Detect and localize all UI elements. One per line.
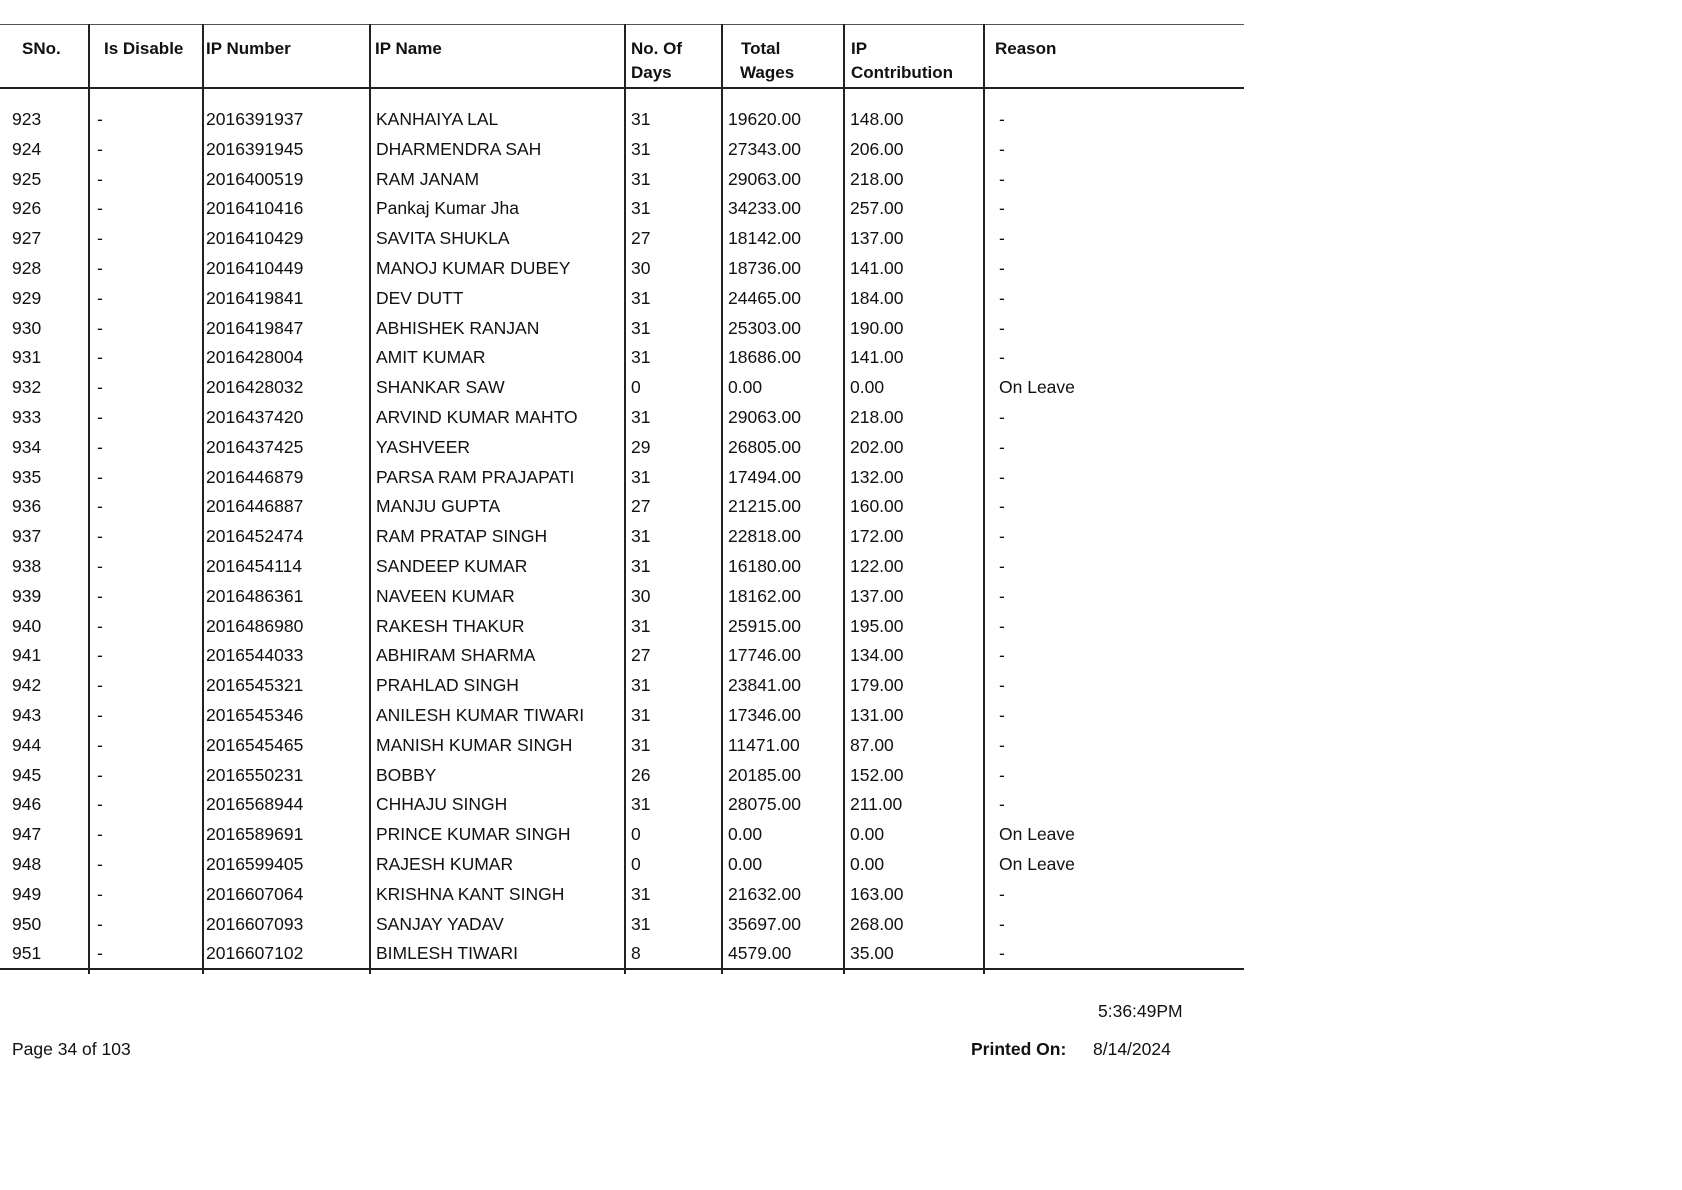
cell-ip-name: DEV DUTT: [376, 287, 464, 308]
cell-reason: On Leave: [999, 824, 1075, 845]
cell-ip-name: Pankaj Kumar Jha: [376, 198, 519, 219]
col-header-is-disable: Is Disable: [104, 39, 184, 58]
cell-ip-contribution: 134.00: [850, 645, 904, 666]
cell-reason: -: [999, 287, 1005, 308]
cell-ip-contribution: 0.00: [850, 377, 885, 398]
cell-total-wages: 29063.00: [728, 168, 801, 189]
cell-ip-contribution: 141.00: [850, 347, 904, 368]
cell-is-disable: -: [97, 138, 103, 159]
cell-ip-contribution: 257.00: [850, 198, 904, 219]
cell-days: 27: [631, 645, 651, 666]
cell-ip-contribution: 211.00: [850, 794, 903, 815]
cell-reason: -: [999, 794, 1005, 815]
cell-ip-name: ABHIRAM SHARMA: [376, 645, 536, 666]
cell-reason: -: [999, 138, 1005, 159]
cell-days: 31: [631, 287, 651, 308]
cell-days: 29: [631, 436, 651, 457]
cell-total-wages: 29063.00: [728, 406, 801, 427]
col-header-ip-number: IP Number: [206, 39, 291, 58]
cell-ip-name: DHARMENDRA SAH: [376, 138, 542, 159]
cell-ip-name: ABHISHEK RANJAN: [376, 317, 540, 338]
cell-ip-contribution: 152.00: [850, 764, 904, 785]
column-divider: [88, 24, 90, 974]
cell-days: 30: [631, 585, 651, 606]
table-row: [0, 641, 1244, 671]
cell-ip-name: KANHAIYA LAL: [376, 109, 499, 129]
table-row: [0, 910, 1244, 940]
table-row: [0, 314, 1244, 344]
cell-is-disable: -: [97, 794, 103, 815]
table-row: [0, 761, 1244, 791]
cell-reason: -: [999, 675, 1005, 696]
cell-ip-name: SANDEEP KUMAR: [376, 555, 528, 576]
cell-ip-name: SAVITA SHUKLA: [376, 228, 510, 249]
page-number: Page 34 of 103: [12, 1039, 131, 1059]
cell-total-wages: 34233.00: [728, 198, 801, 219]
cell-is-disable: -: [97, 913, 103, 934]
cell-ip-contribution: 163.00: [850, 883, 904, 904]
cell-is-disable: -: [97, 615, 103, 636]
cell-sno: 939: [12, 585, 42, 606]
table-header: [0, 24, 1244, 89]
cell-ip-contribution: 184.00: [850, 287, 904, 308]
cell-ip-name: PRAHLAD SINGH: [376, 675, 519, 696]
col-header-sno: SNo.: [22, 39, 61, 58]
cell-reason: -: [999, 257, 1005, 278]
cell-ip-number: 2016437425: [206, 436, 304, 457]
cell-reason: -: [999, 109, 1005, 129]
cell-days: 31: [631, 526, 651, 547]
cell-ip-contribution: 206.00: [850, 138, 904, 159]
cell-ip-name: KRISHNA KANT SINGH: [376, 883, 565, 904]
col-header-wages-line1: Total: [741, 39, 781, 58]
cell-days: 31: [631, 198, 651, 219]
table-row: [0, 105, 1244, 135]
cell-reason: -: [999, 555, 1005, 576]
cell-reason: -: [999, 943, 1005, 964]
cell-days: 31: [631, 615, 651, 636]
cell-reason: -: [999, 913, 1005, 934]
table-row: [0, 165, 1244, 195]
table-row: [0, 403, 1244, 433]
cell-total-wages: 18736.00: [728, 257, 801, 278]
cell-days: 31: [631, 704, 651, 725]
table-row: [0, 790, 1244, 820]
table-row: [0, 880, 1244, 910]
table-row: [0, 939, 1244, 969]
cell-ip-name: RAM JANAM: [376, 168, 480, 189]
cell-total-wages: 28075.00: [728, 794, 801, 815]
column-divider: [843, 24, 845, 974]
cell-ip-contribution: 87.00: [850, 734, 894, 755]
cell-ip-number: 2016400519: [206, 168, 304, 189]
cell-reason: -: [999, 317, 1005, 338]
cell-sno: 941: [12, 645, 42, 666]
cell-ip-contribution: 148.00: [850, 109, 904, 129]
table-row: [0, 671, 1244, 701]
cell-ip-name: CHHAJU SINGH: [376, 794, 508, 815]
table-row: [0, 194, 1244, 224]
cell-is-disable: -: [97, 555, 103, 576]
cell-days: 0: [631, 824, 641, 845]
table-row: [0, 284, 1244, 314]
cell-is-disable: -: [97, 496, 103, 517]
cell-reason: -: [999, 198, 1005, 219]
cell-is-disable: -: [97, 287, 103, 308]
cell-ip-contribution: 195.00: [850, 615, 904, 636]
table-row: [0, 343, 1244, 373]
table-row: [0, 731, 1244, 761]
cell-total-wages: 25303.00: [728, 317, 801, 338]
cell-ip-number: 2016486361: [206, 585, 304, 606]
cell-reason: -: [999, 436, 1005, 457]
cell-ip-name: SHANKAR SAW: [376, 377, 505, 398]
table-row: [0, 492, 1244, 522]
col-header-contribution-line2: Contribution: [851, 63, 953, 82]
contribution-report: [0, 24, 1244, 980]
table-row: [0, 433, 1244, 463]
cell-reason: -: [999, 347, 1005, 368]
cell-is-disable: -: [97, 704, 103, 725]
cell-total-wages: 23841.00: [728, 675, 801, 696]
cell-total-wages: 24465.00: [728, 287, 801, 308]
cell-is-disable: -: [97, 466, 103, 487]
cell-days: 31: [631, 466, 651, 487]
column-divider: [369, 24, 371, 974]
cell-days: 26: [631, 764, 651, 785]
cell-ip-contribution: 0.00: [850, 853, 885, 874]
cell-ip-number: 2016544033: [206, 645, 304, 666]
cell-reason: -: [999, 466, 1005, 487]
cell-total-wages: 25915.00: [728, 615, 801, 636]
cell-ip-contribution: 137.00: [850, 228, 904, 249]
cell-is-disable: -: [97, 824, 103, 845]
cell-ip-name: AMIT KUMAR: [376, 347, 486, 368]
cell-sno: 928: [12, 257, 42, 278]
cell-ip-number: 2016486980: [206, 615, 304, 636]
cell-total-wages: 21215.00: [728, 496, 801, 517]
cell-ip-number: 2016589691: [206, 824, 304, 845]
cell-total-wages: 11471.00: [728, 734, 800, 755]
table-row: [0, 612, 1244, 642]
cell-sno: 924: [12, 138, 42, 159]
cell-ip-contribution: 218.00: [850, 406, 904, 427]
cell-is-disable: -: [97, 645, 103, 666]
table-row: [0, 850, 1244, 880]
table-row: [0, 701, 1244, 731]
cell-total-wages: 18142.00: [728, 228, 801, 249]
cell-sno: 938: [12, 555, 42, 576]
cell-total-wages: 0.00: [728, 853, 763, 874]
cell-ip-contribution: 172.00: [850, 526, 904, 547]
print-time: 5:36:49PM: [1098, 1001, 1183, 1021]
cell-days: 0: [631, 377, 641, 398]
cell-ip-number: 2016391937: [206, 109, 304, 129]
cell-sno: 942: [12, 675, 42, 696]
column-divider: [983, 24, 985, 974]
cell-reason: -: [999, 764, 1005, 785]
cell-ip-contribution: 268.00: [850, 913, 904, 934]
cell-ip-name: BOBBY: [376, 764, 437, 785]
cell-reason: -: [999, 406, 1005, 427]
cell-total-wages: 22818.00: [728, 526, 801, 547]
cell-total-wages: 19620.00: [728, 109, 801, 129]
cell-ip-number: 2016454114: [206, 555, 303, 576]
cell-ip-contribution: 0.00: [850, 824, 885, 845]
cell-is-disable: -: [97, 734, 103, 755]
cell-is-disable: -: [97, 168, 103, 189]
cell-ip-name: PARSA RAM PRAJAPATI: [376, 466, 575, 487]
cell-ip-number: 2016410449: [206, 257, 304, 278]
cell-ip-number: 2016437420: [206, 406, 304, 427]
cell-reason: -: [999, 228, 1005, 249]
cell-sno: 926: [12, 198, 42, 219]
table-row: [0, 135, 1244, 165]
cell-reason: -: [999, 526, 1005, 547]
cell-is-disable: -: [97, 585, 103, 606]
column-divider: [202, 24, 204, 974]
cell-total-wages: 20185.00: [728, 764, 801, 785]
cell-sno: 923: [12, 109, 42, 129]
cell-is-disable: -: [97, 228, 103, 249]
cell-ip-number: 2016419847: [206, 317, 304, 338]
cell-reason: -: [999, 734, 1005, 755]
cell-total-wages: 17346.00: [728, 704, 801, 725]
cell-is-disable: -: [97, 883, 103, 904]
cell-days: 0: [631, 853, 641, 874]
cell-total-wages: 17494.00: [728, 466, 801, 487]
table-row: [0, 552, 1244, 582]
cell-sno: 951: [12, 943, 42, 964]
cell-ip-number: 2016410416: [206, 198, 304, 219]
col-header-days-line2: Days: [631, 63, 672, 82]
cell-days: 31: [631, 675, 651, 696]
printed-on-date: 8/14/2024: [1093, 1039, 1171, 1059]
cell-ip-contribution: 218.00: [850, 168, 904, 189]
column-divider: [624, 24, 626, 974]
cell-ip-number: 2016545465: [206, 734, 304, 755]
cell-ip-number: 2016607093: [206, 913, 304, 934]
cell-total-wages: 18686.00: [728, 347, 801, 368]
cell-is-disable: -: [97, 198, 103, 219]
table-bottom-rule: [0, 968, 1244, 970]
table-row: [0, 224, 1244, 254]
cell-ip-name: MANOJ KUMAR DUBEY: [376, 257, 571, 278]
cell-ip-contribution: 160.00: [850, 496, 904, 517]
cell-ip-name: RAJESH KUMAR: [376, 853, 514, 874]
cell-ip-contribution: 179.00: [850, 675, 904, 696]
cell-ip-name: NAVEEN KUMAR: [376, 585, 515, 606]
cell-is-disable: -: [97, 317, 103, 338]
cell-days: 31: [631, 883, 651, 904]
cell-total-wages: 27343.00: [728, 138, 801, 159]
cell-total-wages: 26805.00: [728, 436, 801, 457]
cell-ip-number: 2016419841: [206, 287, 304, 308]
cell-days: 31: [631, 794, 651, 815]
col-header-days-line1: No. Of: [631, 39, 682, 58]
cell-is-disable: -: [97, 109, 103, 129]
cell-ip-number: 2016568944: [206, 794, 304, 815]
table-row: [0, 820, 1244, 850]
cell-ip-number: 2016545321: [206, 675, 304, 696]
table-body: [0, 89, 1244, 980]
cell-ip-number: 2016428004: [206, 347, 304, 368]
cell-ip-number: 2016599405: [206, 853, 304, 874]
cell-reason: -: [999, 168, 1005, 189]
cell-sno: 949: [12, 883, 42, 904]
cell-reason: -: [999, 585, 1005, 606]
cell-reason: On Leave: [999, 853, 1075, 874]
cell-is-disable: -: [97, 436, 103, 457]
cell-ip-number: 2016607102: [206, 943, 304, 964]
cell-ip-contribution: 137.00: [850, 585, 904, 606]
table-row: [0, 254, 1244, 284]
cell-reason: -: [999, 496, 1005, 517]
cell-is-disable: -: [97, 377, 103, 398]
cell-days: 31: [631, 734, 651, 755]
cell-days: 27: [631, 228, 651, 249]
cell-ip-number: 2016410429: [206, 228, 304, 249]
cell-total-wages: 0.00: [728, 824, 763, 845]
cell-is-disable: -: [97, 764, 103, 785]
cell-sno: 937: [12, 526, 42, 547]
cell-ip-contribution: 202.00: [850, 436, 904, 457]
cell-ip-name: BIMLESH TIWARI: [376, 943, 518, 964]
cell-is-disable: -: [97, 406, 103, 427]
col-header-ip-name: IP Name: [375, 39, 442, 58]
cell-days: 27: [631, 496, 651, 517]
cell-sno: 932: [12, 377, 42, 398]
cell-sno: 947: [12, 824, 42, 845]
cell-is-disable: -: [97, 943, 103, 964]
table-row: [0, 373, 1244, 403]
cell-sno: 929: [12, 287, 42, 308]
cell-sno: 925: [12, 168, 42, 189]
table-row: [0, 522, 1244, 552]
cell-ip-contribution: 190.00: [850, 317, 904, 338]
cell-sno: 945: [12, 764, 42, 785]
cell-ip-number: 2016446879: [206, 466, 304, 487]
col-header-wages: [740, 37, 794, 85]
cell-ip-number: 2016446887: [206, 496, 304, 517]
cell-ip-number: 2016428032: [206, 377, 304, 398]
cell-total-wages: 35697.00: [728, 913, 801, 934]
col-header-reason: Reason: [995, 39, 1057, 58]
cell-sno: 935: [12, 466, 42, 487]
cell-sno: 946: [12, 794, 42, 815]
cell-sno: 950: [12, 913, 42, 934]
cell-reason: On Leave: [999, 377, 1075, 398]
cell-days: 31: [631, 347, 651, 368]
cell-is-disable: -: [97, 347, 103, 368]
cell-is-disable: -: [97, 257, 103, 278]
col-header-contribution: [851, 37, 953, 85]
table-rows: [0, 105, 1244, 969]
cell-ip-number: 2016545346: [206, 704, 304, 725]
cell-sno: 943: [12, 704, 42, 725]
cell-ip-number: 2016452474: [206, 526, 304, 547]
cell-ip-name: ARVIND KUMAR MAHTO: [376, 406, 578, 427]
cell-days: 31: [631, 109, 651, 129]
cell-is-disable: -: [97, 526, 103, 547]
cell-days: 31: [631, 168, 651, 189]
col-header-contribution-line1: IP: [851, 39, 868, 58]
cell-ip-name: PRINCE KUMAR SINGH: [376, 824, 571, 845]
cell-sno: 940: [12, 615, 42, 636]
cell-sno: 934: [12, 436, 42, 457]
cell-days: 31: [631, 555, 651, 576]
cell-sno: 933: [12, 406, 42, 427]
cell-days: 31: [631, 913, 651, 934]
col-header-wages-line2: Wages: [740, 63, 795, 82]
cell-sno: 931: [12, 347, 42, 368]
cell-ip-number: 2016550231: [206, 764, 304, 785]
cell-sno: 930: [12, 317, 42, 338]
cell-ip-contribution: 141.00: [850, 257, 904, 278]
cell-ip-number: 2016391945: [206, 138, 304, 159]
cell-days: 31: [631, 317, 651, 338]
cell-reason: -: [999, 883, 1005, 904]
cell-ip-contribution: 132.00: [850, 466, 904, 487]
cell-reason: -: [999, 615, 1005, 636]
cell-days: 31: [631, 406, 651, 427]
cell-sno: 948: [12, 853, 42, 874]
cell-total-wages: 16180.00: [728, 555, 801, 576]
cell-ip-name: ANILESH KUMAR TIWARI: [376, 704, 585, 725]
cell-ip-name: MANISH KUMAR SINGH: [376, 734, 573, 755]
cell-sno: 936: [12, 496, 42, 517]
col-header-days: [631, 37, 682, 85]
cell-days: 31: [631, 138, 651, 159]
table-row: [0, 582, 1244, 612]
table-row: [0, 463, 1244, 493]
column-divider: [721, 24, 723, 974]
cell-total-wages: 17746.00: [728, 645, 801, 666]
cell-ip-name: RAKESH THAKUR: [376, 615, 525, 636]
cell-is-disable: -: [97, 853, 103, 874]
cell-ip-contribution: 122.00: [850, 555, 904, 576]
cell-ip-name: YASHVEER: [376, 436, 471, 457]
printed-on-label: Printed On:: [971, 1039, 1067, 1059]
cell-sno: 944: [12, 734, 42, 755]
cell-total-wages: 18162.00: [728, 585, 801, 606]
cell-ip-contribution: 35.00: [850, 943, 894, 964]
cell-total-wages: 21632.00: [728, 883, 801, 904]
cell-ip-name: MANJU GUPTA: [376, 496, 501, 517]
cell-total-wages: 0.00: [728, 377, 763, 398]
cell-ip-name: RAM PRATAP SINGH: [376, 526, 548, 547]
cell-sno: 927: [12, 228, 42, 249]
cell-ip-contribution: 131.00: [850, 704, 904, 725]
cell-reason: -: [999, 645, 1005, 666]
cell-ip-name: SANJAY YADAV: [376, 913, 504, 934]
cell-ip-number: 2016607064: [206, 883, 304, 904]
cell-total-wages: 4579.00: [728, 943, 792, 964]
cell-days: 8: [631, 943, 641, 964]
cell-days: 30: [631, 257, 651, 278]
cell-reason: -: [999, 704, 1005, 725]
cell-is-disable: -: [97, 675, 103, 696]
